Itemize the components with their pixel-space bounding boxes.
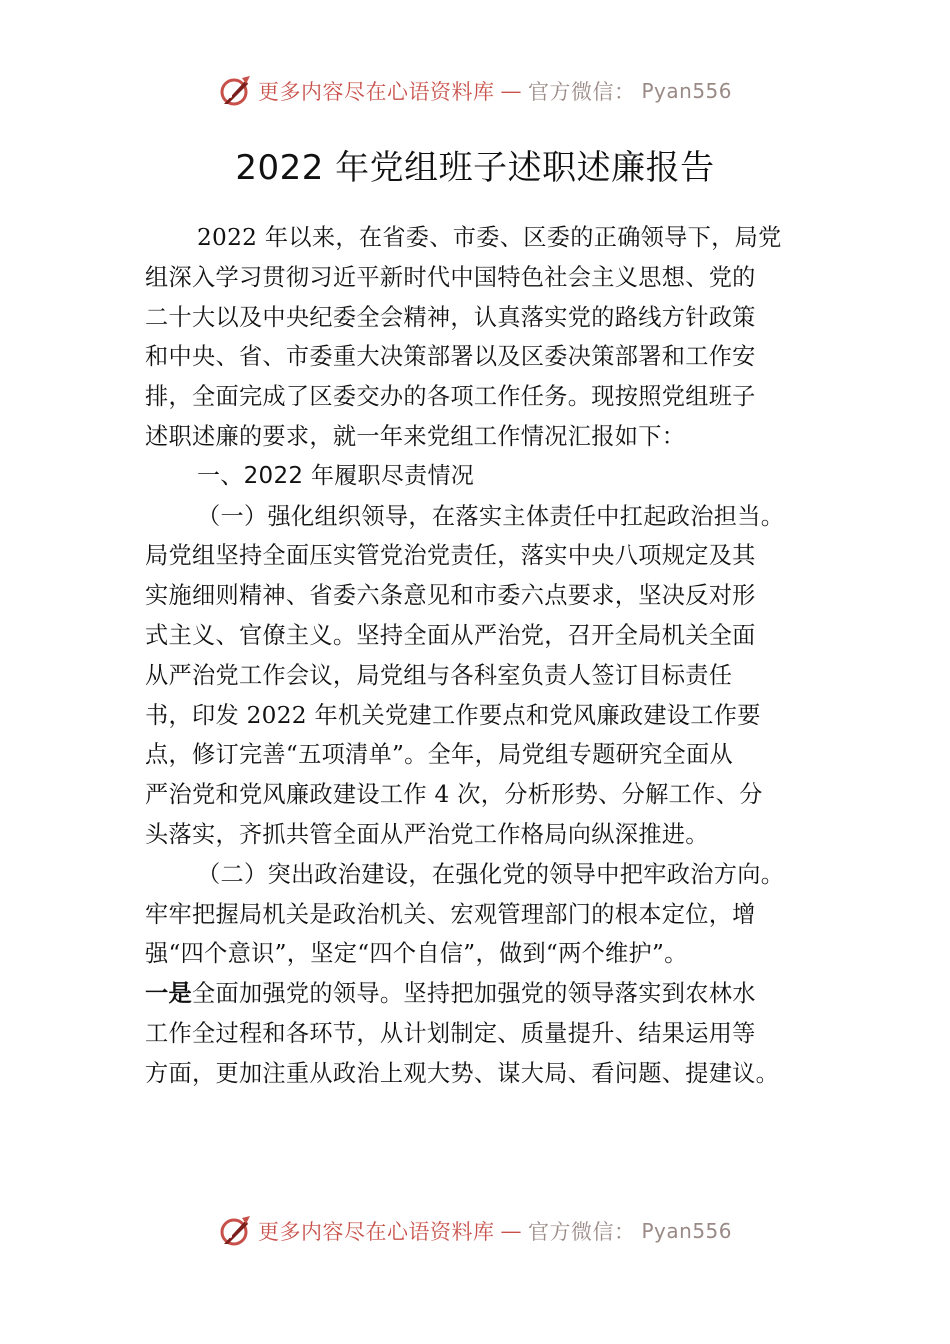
document-body [145, 218, 811, 1094]
paragraph-line: 工作全过程和各环节，从计划制定、质量提升、结果运用等 [145, 1019, 756, 1047]
paragraph-line: （二）突出政治建设，在强化党的领导中把牢政治方向。 [197, 860, 785, 888]
paragraph-line: 严治党和党风廉政建设工作 4 次，分析形势、分解工作、分 [145, 781, 763, 809]
quill-logo-icon [218, 1214, 252, 1248]
watermark-brand: 更多内容尽在心语资料库 [257, 1220, 495, 1244]
paragraph-line: 书，印发 2022 年机关党建工作要点和党风廉政建设工作要 [145, 701, 761, 729]
paragraph-line: 方面，更加注重从政治上观大势、谋大局、看问题、提建议。 [145, 1059, 780, 1087]
section-heading: 一、2022 年履职尽责情况 [197, 462, 475, 489]
paragraph-line: 二十大以及中央纪委全会精神，认真落实党的路线方针政策 [145, 303, 756, 331]
paragraph-line: 点，修订完善“五项清单”。全年，局党组专题研究全面从 [145, 741, 734, 769]
paragraph-line: 排，全面完成了区委交办的各项工作任务。现按照党组班子 [145, 383, 756, 411]
footer-watermark [0, 1214, 950, 1248]
watermark-dash: — [500, 79, 522, 103]
paragraph-line: 组深入学习贯彻习近平新时代中国特色社会主义思想、党的 [145, 263, 756, 291]
paragraph-line: 实施细则精神、省委六条意见和市委六点要求，坚决反对形 [145, 582, 756, 610]
subsection-one [145, 497, 811, 855]
intro-paragraph [145, 218, 811, 457]
paragraph-line: 式主义、官僚主义。坚持全面从严治党，召开全局机关全面 [145, 621, 756, 649]
paragraph-line: 和中央、省、市委重大决策部署以及区委决策部署和工作安 [145, 343, 756, 371]
watermark-official-label: 官方微信： [527, 1220, 636, 1244]
document-title: 2022 年党组班子述职述廉报告 [235, 148, 715, 188]
watermark-official-label: 官方微信： [527, 80, 636, 104]
paragraph-line-with-bold-lead [145, 974, 811, 1014]
watermark-brand: 更多内容尽在心语资料库 [257, 80, 495, 104]
paragraph-line: 牢牢把握局机关是政治机关、宏观管理部门的根本定位，增 [145, 900, 756, 928]
quill-logo-icon [218, 74, 252, 108]
bold-lead-text: 一是 [145, 980, 192, 1008]
header-watermark [0, 74, 950, 108]
paragraph-line: 从严治党工作会议，局党组与各科室负责人签订目标责任 [145, 661, 733, 689]
paragraph-line: 局党组坚持全面压实管党治党责任，落实中央八项规定及其 [145, 542, 756, 570]
subsection-two [145, 855, 811, 1094]
watermark-wechat-handle: Pyan556 [641, 1219, 732, 1243]
paragraph-line: 2022 年以来，在省委、市委、区委的正确领导下，局党 [197, 224, 782, 251]
paragraph-line: 述职述廉的要求，就一年来党组工作情况汇报如下： [145, 422, 686, 450]
paragraph-line: 强“四个意识”，坚定“四个自信”，做到“两个维护”。 [145, 940, 688, 968]
paragraph-line-rest: 全面加强党的领导。坚持把加强党的领导落实到农林水 [191, 980, 756, 1008]
watermark-dash: — [500, 1219, 522, 1243]
watermark-wechat-handle: Pyan556 [641, 79, 732, 103]
paragraph-line: 头落实，齐抓共管全面从严治党工作格局向纵深推进。 [145, 820, 709, 848]
paragraph-line: （一）强化组织领导，在落实主体责任中扛起政治担当。 [197, 502, 785, 530]
